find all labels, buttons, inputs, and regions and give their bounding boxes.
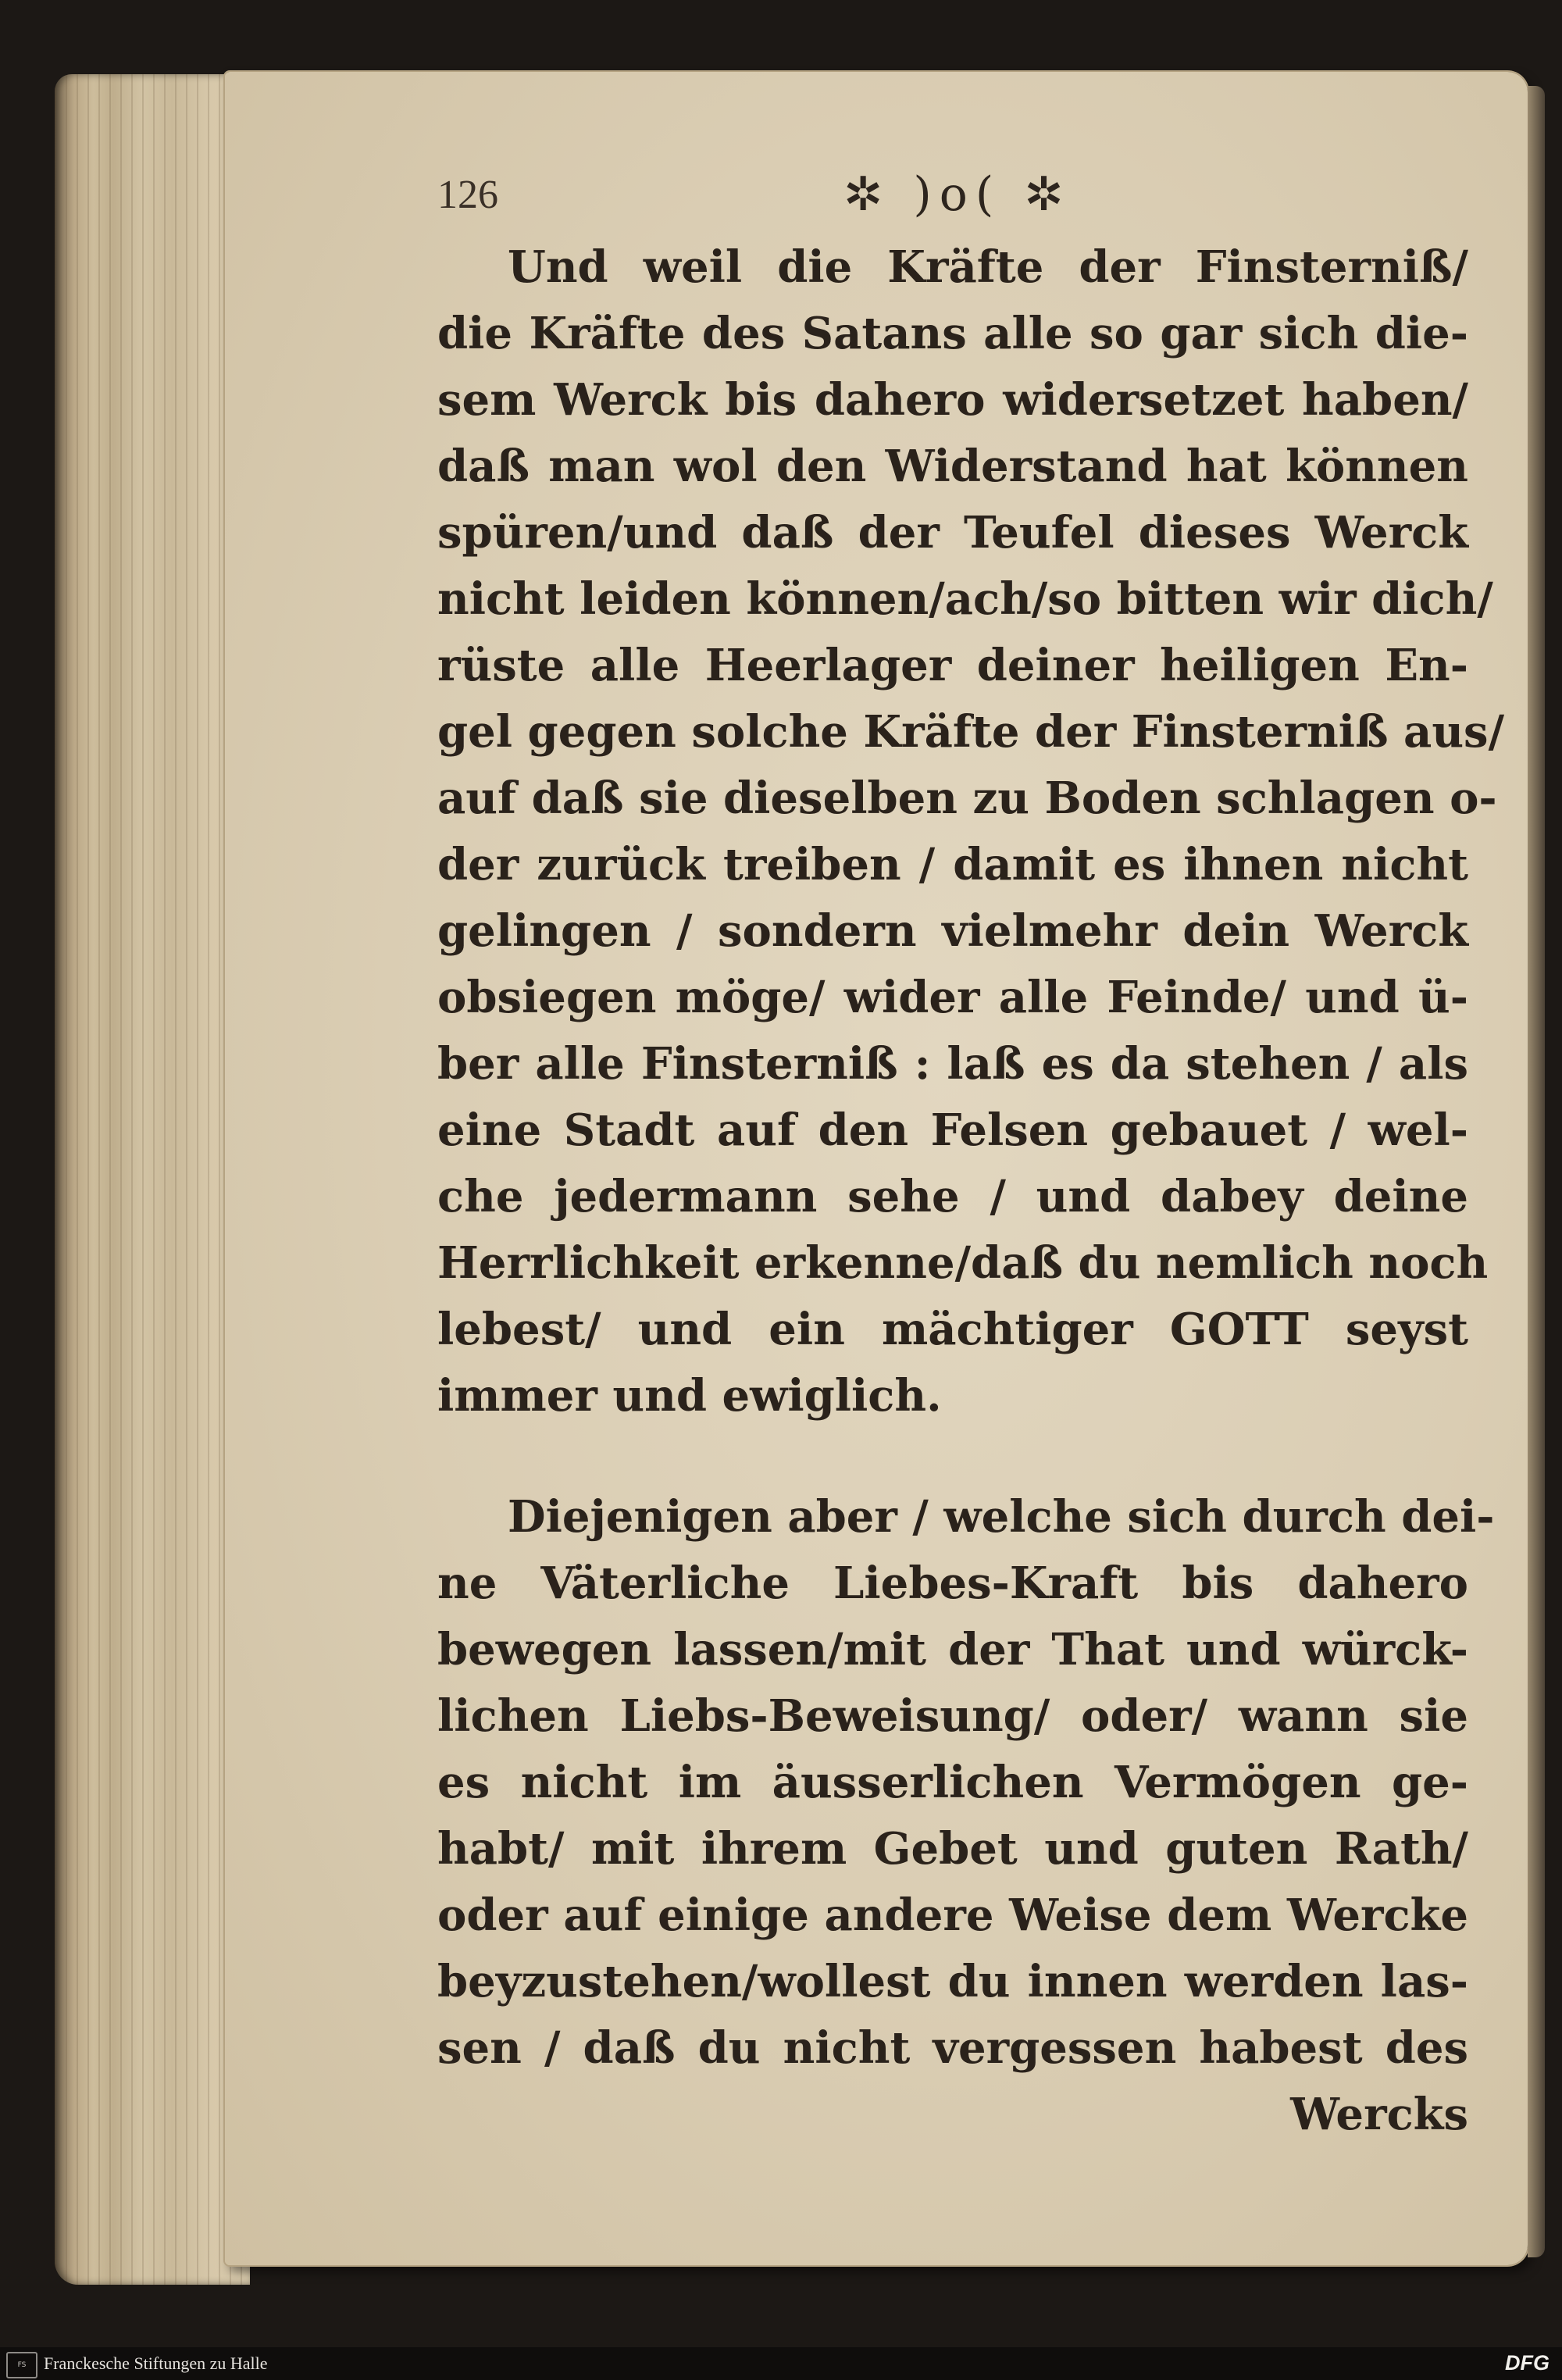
text-line: Herrlichkeit erkenne/daß du nemlich noch xyxy=(437,1237,1489,1289)
text-line: eine Stadt auf den Felsen gebauet / wel- xyxy=(437,1104,1468,1156)
footer-institution: Franckesche Stiftungen zu Halle xyxy=(44,2353,268,2373)
text-line: oder auf einige andere Weise dem Wercke xyxy=(437,1889,1468,1941)
header-ornament: ✲ )o( ✲ xyxy=(843,167,1072,222)
paragraph-2 xyxy=(437,1484,1495,2082)
text-line: habt/ mit ihrem Gebet und guten Rath/ xyxy=(437,1823,1468,1875)
page-right-edge xyxy=(1528,86,1545,2257)
text-line: spüren/und daß der Teufel dieses Werck xyxy=(437,507,1468,558)
text-line: es nicht im äusserlichen Vermögen ge- xyxy=(437,1757,1468,1808)
text-line: Und weil die Kräfte der Finsterniß/ xyxy=(508,241,1468,293)
text-line: lebest/ und ein mächtiger GOTT seyst xyxy=(437,1304,1468,1355)
page-number: 126 xyxy=(437,173,498,217)
text-line: ne Väterliche Liebes-Kraft bis dahero xyxy=(437,1558,1468,1609)
text-line: bewegen lassen/mit der That und würck- xyxy=(437,1624,1468,1675)
paragraph-gap xyxy=(437,1429,1468,1484)
text-line: die Kräfte des Satans alle so gar sich die- xyxy=(437,308,1468,359)
text-line: immer und ewiglich. xyxy=(437,1370,942,1422)
text-line: auf daß sie dieselben zu Boden schlagen o- xyxy=(437,773,1497,824)
text-line: sem Werck bis dahero widersetzet haben/ xyxy=(437,374,1468,426)
text-line: rüste alle Heerlager deiner heiligen En- xyxy=(437,640,1468,691)
dfg-logo: DFG xyxy=(1505,2351,1550,2375)
text-line: gelingen / sondern vielmehr dein Werck xyxy=(437,905,1468,957)
catchword: Wercks xyxy=(1290,2089,1468,2140)
text-line: der zurück treiben / damit es ihnen nicht xyxy=(437,839,1468,890)
running-header xyxy=(437,164,1468,234)
page-block-edges xyxy=(55,74,250,2285)
text-line: obsiegen möge/ wider alle Feinde/ und ü- xyxy=(437,972,1468,1023)
text-line: beyzustehen/wollest du innen werden las- xyxy=(437,1956,1468,2007)
text-line: ber alle Finsterniß : laß es da stehen / als xyxy=(437,1038,1468,1090)
text-line: lichen Liebs-Beweisung/ oder/ wann sie xyxy=(437,1690,1468,1742)
text-line: Diejenigen aber / welche sich durch dei- xyxy=(508,1491,1495,1543)
text-line: nicht leiden können/ach/so bitten wir dich/ xyxy=(437,573,1493,625)
text-line: daß man wol den Widerstand hat können xyxy=(437,441,1468,492)
text-line: sen / daß du nicht vergessen habest des xyxy=(437,2022,1468,2074)
page-text xyxy=(437,164,1505,2148)
footer-bar xyxy=(0,2347,1562,2380)
paragraph-1 xyxy=(437,234,1505,1429)
text-line: gel gegen solche Kräfte der Finsterniß aus/ xyxy=(437,706,1505,758)
text-line: che jedermann sehe / und dabey deine xyxy=(437,1171,1468,1222)
institution-logo-icon: FS xyxy=(6,2352,37,2378)
